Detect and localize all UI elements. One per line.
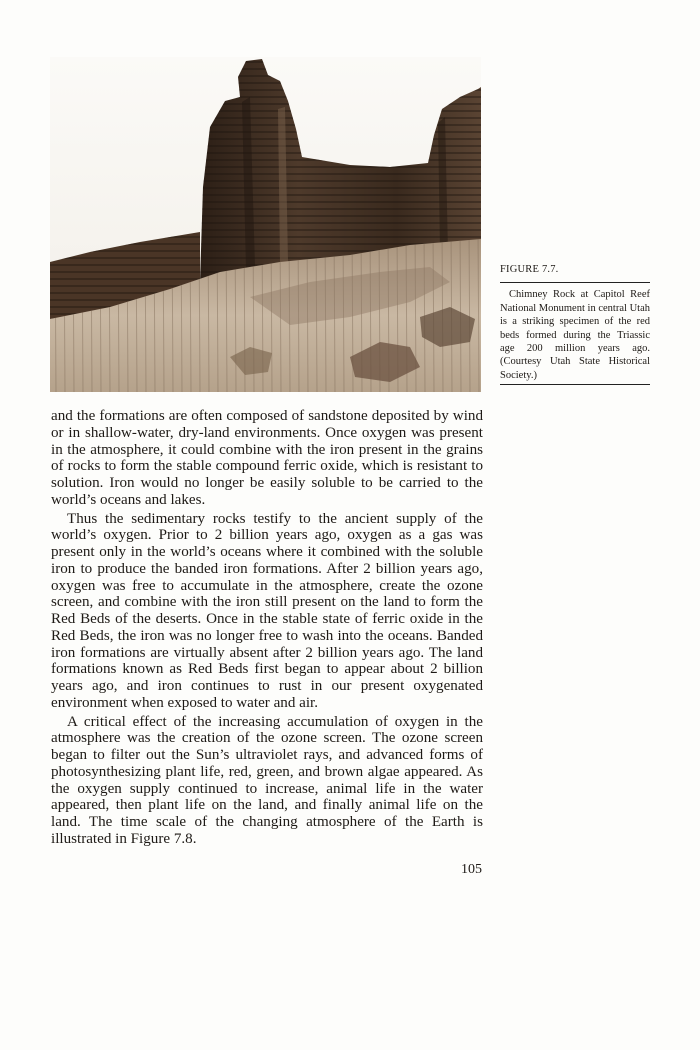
page-number: 105 <box>461 862 482 877</box>
figure-caption <box>500 263 650 385</box>
paragraph-3: A critical effect of the increasing accumulation of oxygen in the atmosphere was the creation of the ozone screen. The ozone screen began to filter out the Sun’s ultraviolet rays, and advanced forms of photosynthesizing plant life, red, green, and brown algae appeared. As the oxygen supply continued to increase, animal life in the water appeared, then plant life on the land, and finally animal life on the land. The time scale of the changing atmosphere of the Earth is illustrated in Figure 7.8. <box>51 713 483 847</box>
figure-caption-text: Chimney Rock at Capitol Reef National Monument in central Utah is a striking specimen of the red beds formed during the Triassic age 200 million years ago. (Courtesy Utah State Historical Society.) <box>500 283 650 385</box>
paragraph-1: and the formations are often composed of sandstone deposited by wind or in shallow-water, dry-land environments. Once oxygen was present in the atmosphere, it could combine with the iron present in the grains of rocks to form the stable compound ferric oxide, which is resistant to solution. Iron would no longer be easily soluble to be carried to the world’s oceans and lakes. <box>51 408 483 508</box>
chimney-rock-photo <box>50 57 481 392</box>
body-text <box>51 408 483 848</box>
figure-label: FIGURE 7.7. <box>500 263 650 283</box>
paragraph-2: Thus the sedimentary rocks testify to the ancient supply of the world’s oxygen. Prior to 2 billion years ago, oxygen as a gas was present only in the world’s oceans where it combined with the soluble iron to produce the banded iron formations. After 2 billion years ago, oxygen was free to accumulate in the atmosphere, create the ozone screen, and combine with the iron still present on the land to form the Red Beds of the deserts. Once in the stable state of ferric oxide in the Red Beds, the iron was no longer free to wash into the oceans. Banded iron formations are virtually absent after 2 billion years ago. The land formations known as Red Beds first began to appear about 2 billion years ago, and iron continues to rust in our present oxygenated environment when exposed to water and air. <box>51 510 483 711</box>
